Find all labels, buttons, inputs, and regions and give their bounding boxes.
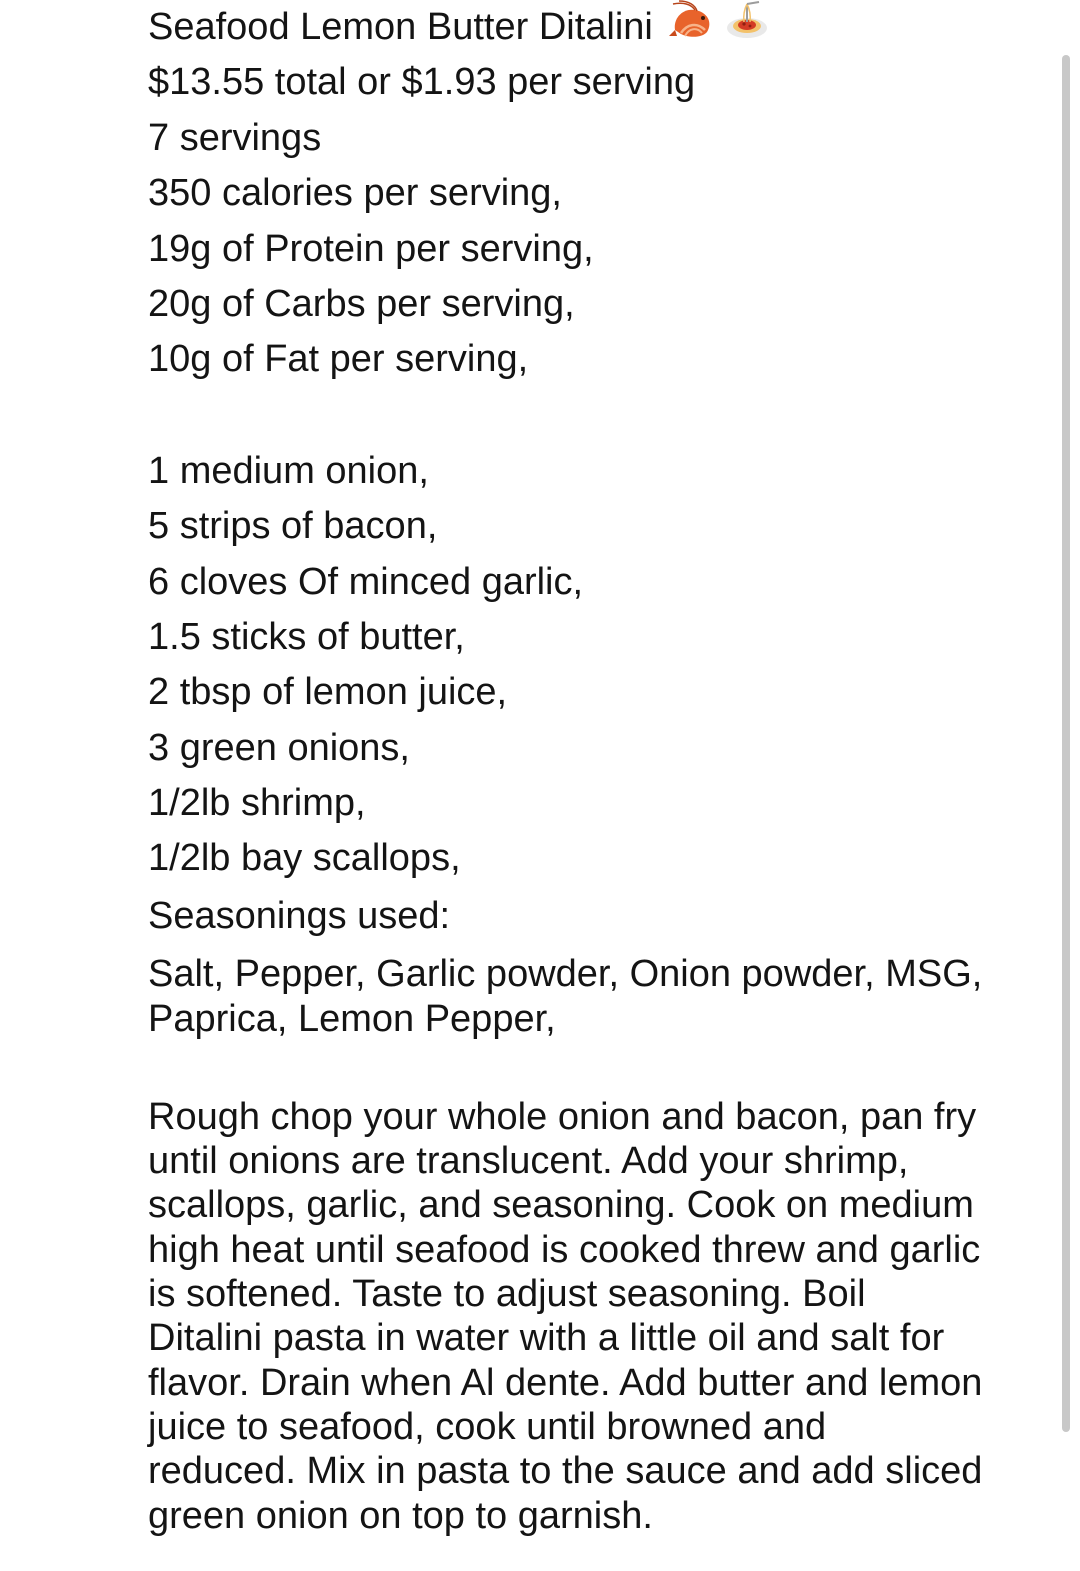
ingredient-item: 1/2lb bay scallops, (148, 837, 461, 880)
instructions-line: scallops, garlic, and seasoning. Cook on medium (148, 1184, 974, 1227)
recipe-note (148, 0, 1048, 1538)
protein-line: 19g of Protein per serving, (148, 227, 594, 270)
seasonings-list (148, 952, 1048, 1041)
ingredient-item: 3 green onions, (148, 726, 410, 769)
recipe-title: Seafood Lemon Butter Ditalini (148, 6, 653, 48)
instructions-paragraph (148, 1095, 1040, 1538)
instructions-line: green onion on top to garnish. (148, 1494, 653, 1537)
fat-line: 10g of Fat per serving, (148, 338, 529, 381)
instructions-line: is softened. Taste to adjust seasoning. Boil (148, 1273, 866, 1316)
instructions-line: until onions are translucent. Add your shrimp, (148, 1140, 909, 1183)
servings-line: 7 servings (148, 116, 322, 159)
instructions-line: flavor. Drain when Al dente. Add butter and lemon (148, 1361, 983, 1404)
instructions-line: reduced. Mix in pasta to the sauce and add sliced (148, 1450, 983, 1493)
instructions-line: juice to seafood, cook until browned and (148, 1405, 827, 1448)
ingredient-item: 6 cloves Of minced garlic, (148, 560, 584, 603)
vertical-scrollbar[interactable] (1062, 55, 1070, 1432)
spaghetti-icon (725, 0, 769, 56)
instructions-line: Rough chop your whole onion and bacon, pan fry (148, 1095, 977, 1138)
recipe-title-row (148, 0, 1048, 55)
blank-line (148, 1041, 1048, 1079)
carbs-line: 20g of Carbs per serving, (148, 282, 575, 325)
shrimp-icon (667, 0, 717, 56)
seasonings-label: Seasonings used: (148, 894, 451, 937)
instructions-line: Ditalini pasta in water with a little oil and salt for (148, 1317, 945, 1360)
ingredient-item: 2 tbsp of lemon juice, (148, 671, 508, 714)
ingredient-item: 1.5 sticks of butter, (148, 615, 465, 658)
ingredient-item: 1/2lb shrimp, (148, 782, 366, 825)
ingredient-item: 1 medium onion, (148, 449, 429, 492)
price-line: $13.55 total or $1.93 per serving (148, 61, 696, 104)
calories-line: 350 calories per serving, (148, 172, 562, 215)
instructions-line: high heat until seafood is cooked threw and garlic (148, 1228, 981, 1271)
seasonings-line: Salt, Pepper, Garlic powder, Onion powder, MSG, (148, 953, 983, 996)
seasonings-line: Paprica, Lemon Pepper, (148, 997, 556, 1040)
ingredient-item: 5 strips of bacon, (148, 505, 438, 548)
blank-line (148, 388, 1048, 444)
